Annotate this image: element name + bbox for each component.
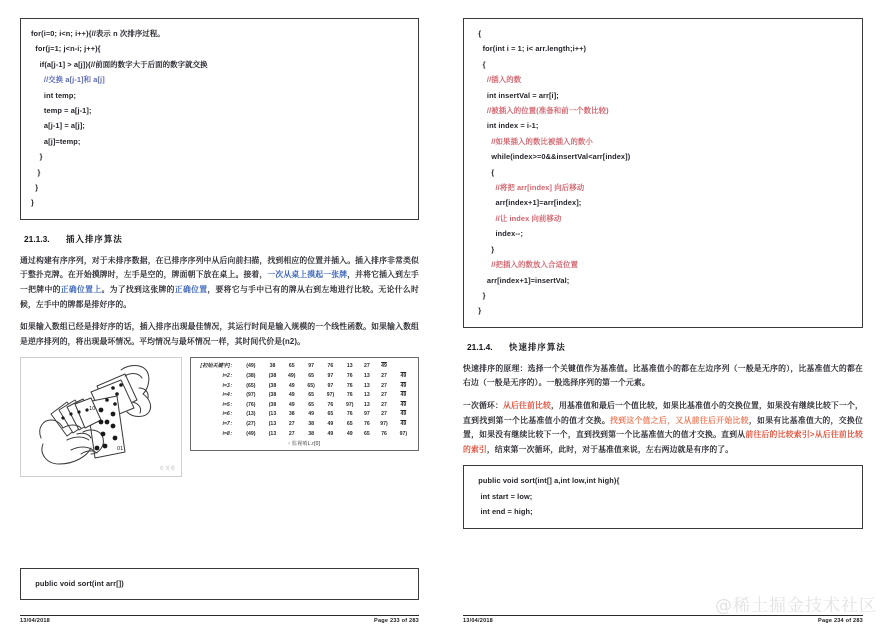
trace-cell: (13 bbox=[268, 421, 277, 427]
trace-cell: 27 bbox=[288, 430, 295, 437]
heading-number: 21.1.3. bbox=[24, 233, 50, 244]
code-line: a[j]=temp; bbox=[31, 136, 81, 146]
page-left bbox=[0, 0, 441, 632]
text-run: 从后往前比较 bbox=[503, 400, 552, 410]
code-line: int temp; bbox=[31, 90, 77, 100]
code-line: { bbox=[474, 29, 482, 38]
trace-cell: (38 bbox=[268, 382, 277, 389]
table-row bbox=[195, 382, 413, 392]
trace-cell: 38 bbox=[308, 430, 314, 437]
svg-text:01: 01 bbox=[117, 446, 124, 453]
trace-cell: (97) bbox=[246, 392, 256, 399]
trace-cell: 97) bbox=[399, 430, 408, 437]
trace-cell: 65 bbox=[288, 363, 295, 370]
code-line: } bbox=[474, 244, 495, 254]
code-line: while(index>=0&&insertVal<arr[index]) bbox=[474, 152, 631, 162]
trace-cell: (13 bbox=[268, 411, 277, 418]
code-line: temp = a[j-1]; bbox=[31, 106, 92, 116]
trace-cell: 76 bbox=[327, 401, 334, 408]
trace-cell: 65 bbox=[308, 373, 314, 380]
code-line: index--; bbox=[474, 229, 524, 239]
footer-page-number: Page 233 of 283 bbox=[374, 618, 419, 624]
trace-cell: 49 bbox=[400, 411, 407, 418]
trace-cell: 38 bbox=[288, 411, 295, 418]
text-run: 。为了找到这张牌的 bbox=[101, 285, 175, 295]
code-line: } bbox=[31, 167, 41, 177]
trace-cell: 97 bbox=[327, 373, 334, 380]
table-row bbox=[195, 391, 413, 401]
code-line: } bbox=[474, 290, 486, 300]
paragraph-quicksort-loop bbox=[463, 399, 863, 457]
code-line: for(i=0; i<n; i++){//表示 n 次排序过程。 bbox=[31, 29, 165, 38]
paragraph-insertion-sort-complexity bbox=[20, 320, 419, 349]
heading-title: 快速排序算法 bbox=[509, 341, 566, 352]
trace-cell: 49 bbox=[381, 363, 387, 370]
trace-cell: (38 bbox=[268, 401, 277, 408]
svg-text:10: 10 bbox=[89, 406, 96, 413]
trace-row-label: i=3： bbox=[222, 382, 235, 389]
trace-cell: 49 bbox=[288, 401, 295, 408]
trace-cell: 76 bbox=[346, 411, 353, 418]
code-line: int index = i-1; bbox=[474, 121, 539, 131]
text-run: 找到这个值之后，又从前往后开始比较 bbox=[610, 415, 749, 425]
code-line: for(j=1; j<n-i; j++){ bbox=[31, 44, 101, 54]
playing-cards-svg bbox=[21, 358, 181, 476]
code-line: int insertVal = arr[i]; bbox=[474, 90, 559, 100]
code-line: //将把 arr[index] 向后移动 bbox=[474, 183, 585, 193]
code-line: public void sort(int[] a,int low,int high){ bbox=[474, 476, 620, 486]
text-run: 快速排序的原理：选择一个关键值作为基准值。比基准值小的都在左边序列（一般是无序的），比基准值大的都在右边（一般是无序的）。一般选择序列的第一个元素。 bbox=[463, 363, 863, 388]
trace-cell: 76 bbox=[346, 392, 353, 399]
trace-cell: 65 bbox=[346, 421, 353, 427]
code-line: //让 index 向前移动 bbox=[474, 213, 562, 223]
trace-row-label: [初始关键字]： bbox=[200, 363, 235, 370]
table-row bbox=[195, 420, 413, 430]
trace-cell: 97 bbox=[363, 411, 370, 418]
trace-row-label: i=4： bbox=[222, 392, 235, 399]
trace-row-label: i=7： bbox=[222, 421, 235, 427]
code-line: //被插入的位置(准备和前一个数比较) bbox=[474, 106, 609, 116]
text-run: 正确位置上 bbox=[60, 285, 102, 295]
code-line: } bbox=[31, 183, 39, 193]
trace-cell: 97) bbox=[346, 401, 354, 408]
trace-cell: (13 bbox=[268, 430, 277, 437]
code-line: { bbox=[474, 59, 486, 69]
trace-cell: 27 bbox=[381, 373, 387, 380]
text-run: 通过构建有序序列，对于未排序数据，在已排序序列中从后向前扫描，找到相应的位置并插入。插入排序非常类似于整扑克牌。在开始摸牌时，左手是空的，牌面朝下放在桌上。接着， bbox=[20, 255, 419, 280]
code-line: int start = low; bbox=[474, 491, 533, 501]
trace-cell: 49 bbox=[400, 382, 407, 389]
code-line: { bbox=[474, 167, 495, 177]
trace-cell: (27) bbox=[246, 421, 256, 427]
playing-cards-illustration bbox=[20, 357, 182, 477]
trace-cell: 65 bbox=[308, 401, 314, 408]
page-right bbox=[441, 0, 883, 632]
trace-cell: 13 bbox=[363, 401, 370, 408]
footer-page-number: Page 234 of 283 bbox=[818, 618, 863, 624]
code-line: for(int i = 1; i< arr.length;i++) bbox=[474, 44, 587, 54]
code-line: if(a[j-1] > a[j]){//前面的数字大于后面的数字就交换 bbox=[31, 59, 208, 69]
trace-cell: 49 bbox=[400, 421, 407, 427]
trace-cell: 49 bbox=[327, 430, 334, 437]
trace-cell: 76 bbox=[346, 382, 353, 389]
text-run: ，用基准值和最后一个值比较，如果比基准值小的交换位置，如果没有继续比较下一个，直到找到第一个比基准值小的值才交换。 bbox=[463, 400, 864, 425]
code-line: int end = high; bbox=[474, 507, 533, 517]
code-line: a[j-1] = a[j]; bbox=[31, 121, 85, 131]
trace-row-label: i=5： bbox=[222, 401, 235, 408]
paragraph-quicksort-principle bbox=[463, 362, 863, 391]
heading-21-1-3 bbox=[20, 233, 419, 245]
trace-cell: 27 bbox=[381, 401, 387, 408]
table-row bbox=[195, 430, 413, 440]
trace-cell: 49 bbox=[400, 401, 407, 408]
trace-cell: 49 bbox=[308, 411, 314, 418]
table-row bbox=[195, 401, 413, 411]
text-run: 一次循环： bbox=[463, 400, 504, 410]
text-run: ，要将它与手中已有的牌从右到左地进行比较。无论什么时候，左手中的牌都是排好序的。 bbox=[20, 285, 419, 309]
trace-cell: 97) bbox=[380, 421, 388, 427]
trace-cell: (38 bbox=[268, 392, 277, 399]
trace-cell: 76 bbox=[346, 373, 353, 380]
text-run: ，结束第一次循环，此时，对于基准值来说，左右两边就是有序的了。 bbox=[486, 444, 734, 454]
trace-cell: 97) bbox=[326, 392, 335, 399]
footer-date: 13/04/2018 bbox=[463, 618, 493, 624]
trace-row-label: i=8： bbox=[222, 430, 235, 437]
code-line: arr[index+1]=arr[index]; bbox=[474, 198, 582, 208]
text-run: 如果输入数组已经是排好序的话，插入排序出现最佳情况，其运行时间是输入规模的一个线性函数。如果输入数组是逆序排列的，将出现最坏情况。平均情况与最坏情况一样，其时间代价是(n2)。 bbox=[20, 322, 419, 346]
code-block-insertion-sort bbox=[463, 18, 863, 328]
text-run: 前往后的比较索引>从后往前比较的索引 bbox=[463, 430, 864, 454]
trace-cell: (76) bbox=[246, 401, 256, 408]
trace-caption: ↑ 监视哨L.r[0] bbox=[287, 441, 321, 448]
code-line: //把插入的数放入合适位置 bbox=[474, 260, 578, 270]
trace-cell: 13 bbox=[346, 363, 353, 370]
code-line: //交换 a[j-1]和 a[j] bbox=[31, 75, 105, 85]
trace-cell: (65) bbox=[246, 382, 256, 389]
trace-cell: 49 bbox=[327, 421, 334, 427]
heading-number: 21.1.4. bbox=[467, 341, 493, 352]
trace-cell: 97 bbox=[327, 382, 334, 389]
footer-rule bbox=[20, 615, 419, 616]
trace-cell: (49) bbox=[246, 430, 256, 437]
code-block-sort-signature bbox=[20, 568, 419, 600]
trace-cell: 13 bbox=[363, 382, 370, 389]
code-line: arr[index+1]=insertVal; bbox=[474, 275, 570, 285]
trace-cell: 27 bbox=[381, 392, 387, 399]
trace-cell: 27 bbox=[363, 363, 370, 370]
heading-21-1-4 bbox=[463, 341, 863, 353]
trace-cell: 76 bbox=[381, 430, 387, 437]
trace-cell: (38) bbox=[246, 373, 256, 380]
trace-cell: 49 bbox=[346, 430, 353, 437]
trace-cell: 76 bbox=[327, 363, 334, 370]
trace-cell: (38 bbox=[268, 373, 277, 380]
code-line: //如果插入的数比被插入的数小 bbox=[474, 136, 593, 146]
trace-cell: 97 bbox=[308, 363, 314, 370]
code-line: //插入的数 bbox=[474, 75, 522, 85]
code-line: public void sort(int arr[]) bbox=[31, 578, 124, 588]
figure-signature: © 英费 bbox=[159, 466, 175, 473]
trace-cell: 13 bbox=[363, 373, 370, 380]
trace-cell: 27 bbox=[288, 421, 295, 427]
trace-cell: 49 bbox=[400, 373, 407, 380]
code-line: } bbox=[31, 198, 34, 208]
trace-cell: 27 bbox=[381, 382, 387, 389]
footer-date: 13/04/2018 bbox=[20, 618, 50, 624]
trace-cell: 65 bbox=[363, 430, 370, 437]
trace-cell: (13) bbox=[246, 411, 256, 418]
trace-cell: 13 bbox=[363, 392, 370, 399]
code-block-bubble-sort bbox=[20, 18, 419, 220]
insertion-sort-trace-figure bbox=[190, 357, 419, 451]
footer-left bbox=[20, 615, 419, 624]
text-run: 正确位置 bbox=[174, 285, 208, 295]
site-watermark: @稀土掘金技术社区 bbox=[715, 596, 877, 616]
trace-cell: 49) bbox=[288, 373, 296, 380]
heading-title: 插入排序算法 bbox=[66, 233, 123, 244]
trace-cell: 65 bbox=[308, 392, 314, 399]
trace-cell: 49 bbox=[288, 382, 295, 389]
trace-cell: 49 bbox=[400, 392, 407, 399]
trace-cell: 38 bbox=[308, 421, 314, 427]
trace-cell: 27 bbox=[381, 411, 387, 418]
text-run: ，并将它插入到左手一把牌中的 bbox=[20, 270, 419, 295]
trace-cell: 76 bbox=[363, 421, 370, 427]
trace-cell: 65 bbox=[327, 411, 334, 418]
trace-row-label: i=2： bbox=[222, 373, 235, 380]
trace-cell bbox=[394, 362, 413, 372]
code-block-quicksort bbox=[463, 465, 863, 528]
trace-cell: 65) bbox=[307, 382, 315, 389]
trace-cell: 38 bbox=[269, 363, 276, 370]
trace-row-label: i=6： bbox=[222, 411, 235, 418]
insertion-sort-trace-table bbox=[195, 362, 413, 439]
code-line: } bbox=[31, 152, 43, 162]
trace-cell: 49 bbox=[288, 392, 295, 399]
table-row bbox=[195, 372, 413, 382]
table-row bbox=[195, 410, 413, 420]
figure-row bbox=[20, 357, 419, 477]
code-line: } bbox=[474, 306, 482, 316]
footer-right bbox=[463, 615, 863, 624]
trace-cell: (49) bbox=[246, 363, 256, 370]
table-row bbox=[195, 362, 413, 372]
footer-rule bbox=[463, 615, 863, 616]
text-run: 一次从桌上摸起一张牌 bbox=[267, 270, 348, 280]
text-run: ，如果有比基准值大的，交换位置，如果没有继续比较下一个，直到找到第一个比基准值大的值才交换。直到从 bbox=[463, 415, 863, 440]
paragraph-insertion-sort-intro bbox=[20, 254, 419, 312]
